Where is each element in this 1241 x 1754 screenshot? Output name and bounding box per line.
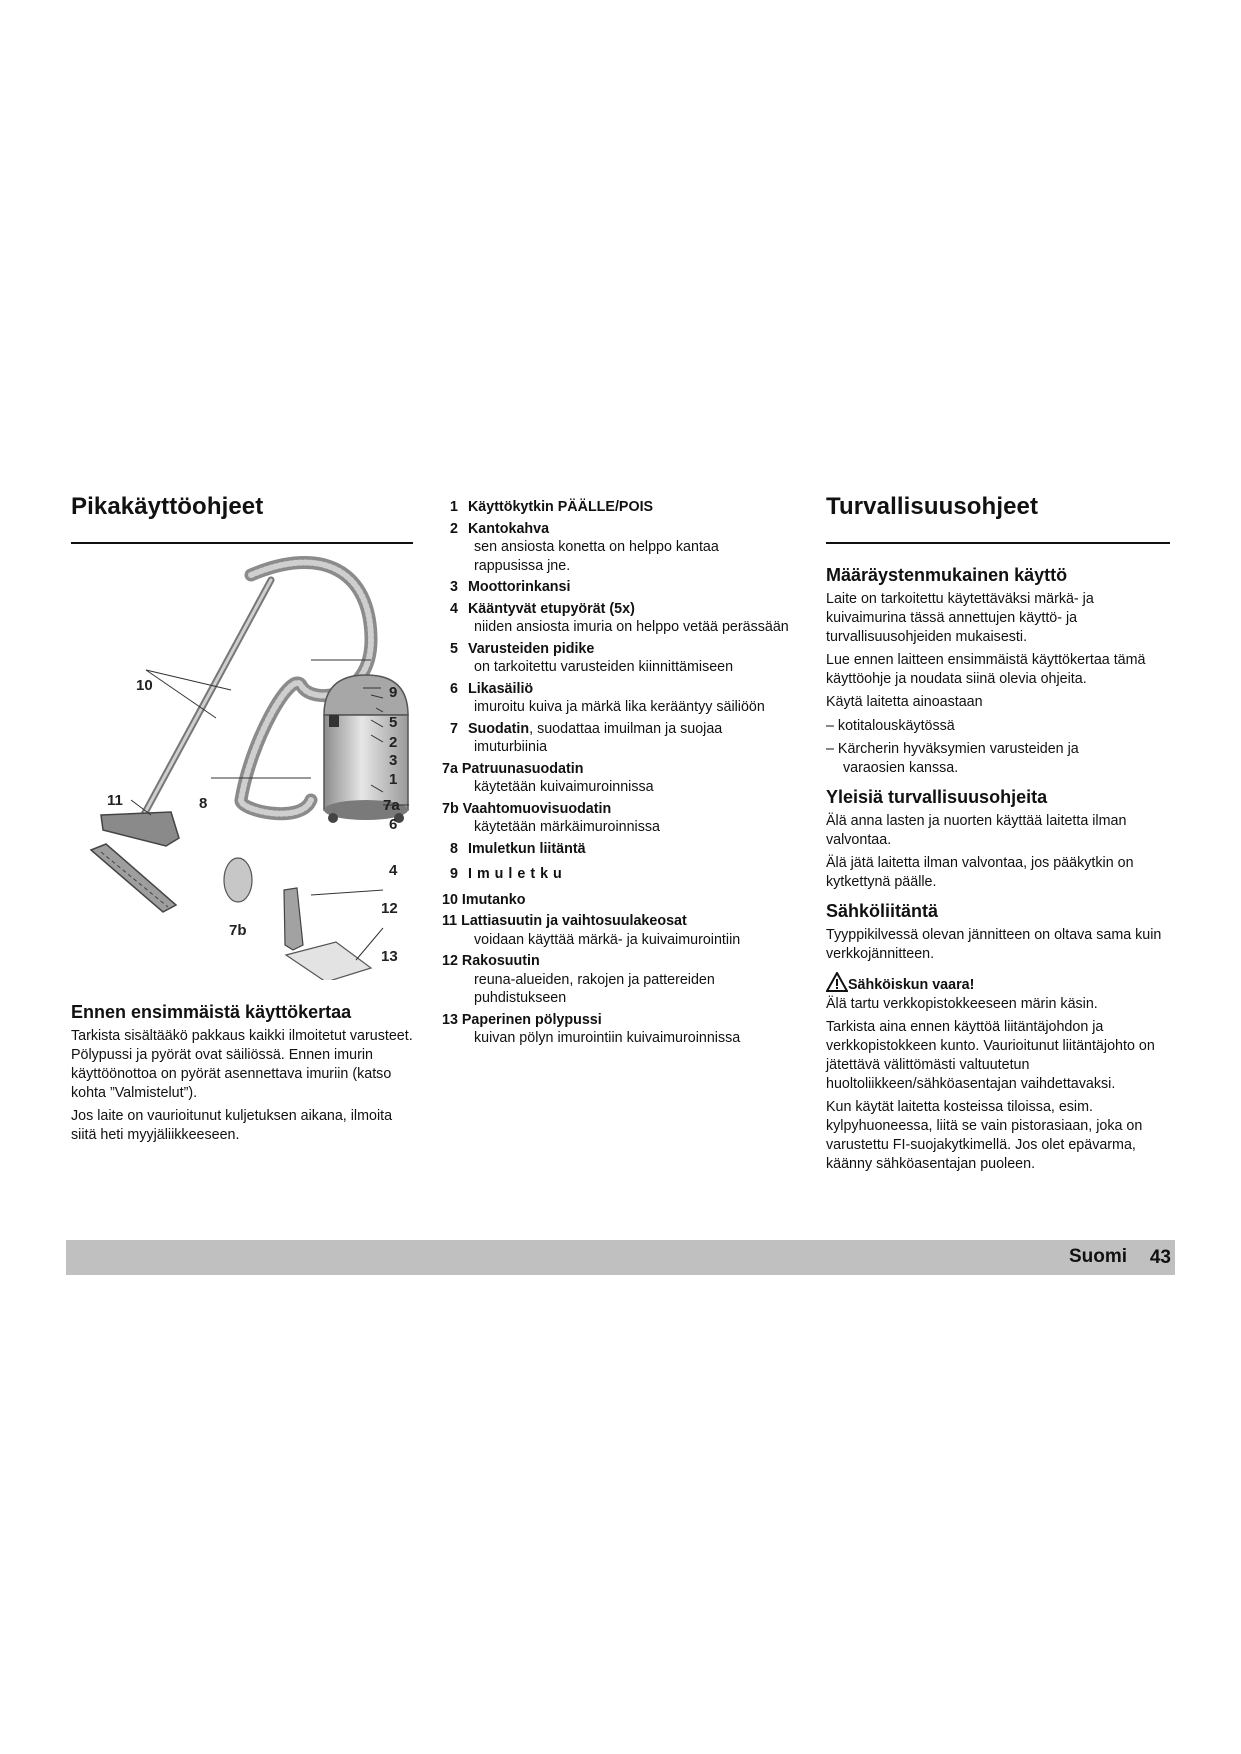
first-use-heading: Ennen ensimmäistä käyttökertaa: [71, 1002, 352, 1022]
proper-use-bullet-cont: varaosien kanssa.: [843, 760, 959, 776]
label-5: 5: [389, 714, 398, 731]
part-item: 1 Käyttökytkin PÄÄLLE/POIS: [450, 499, 654, 515]
safety-section: [826, 566, 1176, 1178]
crevice-nozzle-shape: [284, 888, 303, 950]
label-4: 4: [389, 862, 398, 879]
label-8: 8: [199, 795, 208, 812]
part-item: 10 Imutanko: [442, 891, 526, 908]
label-7a: 7a: [383, 797, 400, 814]
proper-use-p3: Käytä laitetta ainoastaan: [826, 694, 983, 710]
general-p1: Älä anna lasten ja nuorten käyttää laitetta ilman valvontaa.: [826, 813, 1127, 848]
label-2: 2: [389, 734, 398, 751]
proper-use-p2: Lue ennen laitteen ensimmäistä käyttökertaa tämä käyttöohje ja noudata siinä olevia ohjeita.: [826, 652, 1146, 687]
general-p2: Älä jätä laitetta ilman valvontaa, jos pääkytkin on kytkettynä päälle.: [826, 855, 1134, 890]
proper-use-p1: Laite on tarkoitettu käytettäväksi märkä- ja kuivaimurina tässä annettujen käyttö- ja turvallisuusohjeiden mukaisesti.: [826, 591, 1094, 645]
warning-line: [826, 972, 1176, 995]
footer-language: Suomi: [1068, 1246, 1127, 1267]
right-title-rule: [826, 542, 1170, 544]
part-item: 6 Likasäiliö imuroitu kuiva ja märkä lika kerääntyy säiliöön: [450, 680, 765, 715]
label-12: 12: [381, 900, 398, 917]
first-use-paragraph: Tarkista sisältääkö pakkaus kaikki ilmoitetut varusteet. Pölypussi ja pyörät ovat säiliössä. Ennen imurin käyttöönottoa on pyörät asennettava imuriin (katso kohta ”Valmistelut”).: [71, 1028, 413, 1101]
label-13: 13: [381, 948, 398, 965]
right-title: Turvallisuusohjeet: [826, 493, 1039, 520]
left-title: Pikakäyttöohjeet: [71, 493, 264, 520]
floor-nozzle-shape: [101, 812, 179, 846]
label-9: 9: [389, 684, 398, 701]
part-item: 4 Kääntyvät etupyörät (5x) niiden ansiosta imuria on helppo vetää perässään: [450, 600, 789, 635]
foam-filter-shape: [224, 858, 252, 902]
electric-p4: Kun käytät laitetta kosteissa tiloissa, esim. kylpyhuoneessa, liitä se vain pistorasiaan, joka on varustettu FI-suojakytkimellä. Jos olet epävarma, käänny sähköasentajan puoleen.: [826, 1099, 1143, 1172]
proper-use-heading: Määräystenmukainen käyttö: [826, 565, 1068, 585]
part-item: 2 Kantokahva sen ansiosta konetta on helppo kantaa rappusissa jne.: [450, 520, 719, 574]
left-title-rule: [71, 542, 413, 544]
first-use-section: [71, 1002, 416, 1149]
part-item: 13 Paperinen pölypussi kuivan pölyn imurointiin kuivaimuroinnissa: [442, 1011, 741, 1046]
first-use-paragraph: Jos laite on vaurioitunut kuljetuksen aikana, ilmoita siitä heti myyjäliikkeeseen.: [71, 1108, 393, 1143]
electric-p1: Tyyppikilvessä olevan jännitteen on oltava sama kuin verkkojännitteen.: [826, 927, 1162, 962]
page-number: 43: [1149, 1247, 1171, 1268]
electric-heading: Sähköliitäntä: [826, 901, 939, 921]
electric-p2: Älä tartu verkkopistokkeeseen märin käsin.: [826, 996, 1098, 1012]
general-heading: Yleisiä turvallisuusohjeita: [826, 787, 1048, 807]
label-10: 10: [136, 677, 153, 694]
vacuum-illustration: [71, 550, 416, 980]
part-item: 7b Vaahtomuovisuodatin käytetään märkäimuroinnissa: [442, 800, 660, 835]
label-6: 6: [389, 816, 398, 833]
warning-label: Sähköiskun vaara!: [848, 977, 975, 993]
part-item: 7a Patruunasuodatin käytetään kuivaimuroinnissa: [442, 760, 654, 795]
part-item: 5 Varusteiden pidike on tarkoitettu varusteiden kiinnittämiseen: [450, 640, 734, 675]
part-item: 8 Imuletkun liitäntä: [450, 840, 586, 857]
label-3: 3: [389, 752, 398, 769]
footer-bar: [66, 1240, 1175, 1275]
electric-p3: Tarkista aina ennen käyttöä liitäntäjohdon ja verkkopistokkeen kunto. Vaurioitunut liitäntäjohto on jätettävä välittömästi valtuutetun huoltoliikkeen/sähköasentajan vaihdettavaksi.: [826, 1019, 1155, 1092]
warning-triangle-icon: [826, 972, 848, 992]
label-11: 11: [107, 792, 123, 809]
proper-use-bullet: – Kärcherin hyväksymien varusteiden ja: [826, 741, 1079, 757]
part-item: 7 Suodatin, suodattaa imuilman ja suojaa imuturbiinia: [450, 720, 723, 755]
part-item: 9 Imuletku: [450, 866, 567, 882]
part-item: 12 Rakosuutin reuna-alueiden, rakojen ja pattereiden puhdistukseen: [442, 953, 715, 1006]
label-1: 1: [389, 771, 398, 788]
proper-use-bullet: – kotitalouskäytössä: [826, 718, 955, 734]
label-7b: 7b: [229, 922, 247, 939]
part-item: 11 Lattiasuutin ja vaihtosuulakeosat voidaan käyttää märkä- ja kuivaimurointiin: [442, 913, 741, 948]
part-item: 3 Moottorinkansi: [450, 579, 571, 595]
parts-list: [442, 498, 790, 1051]
